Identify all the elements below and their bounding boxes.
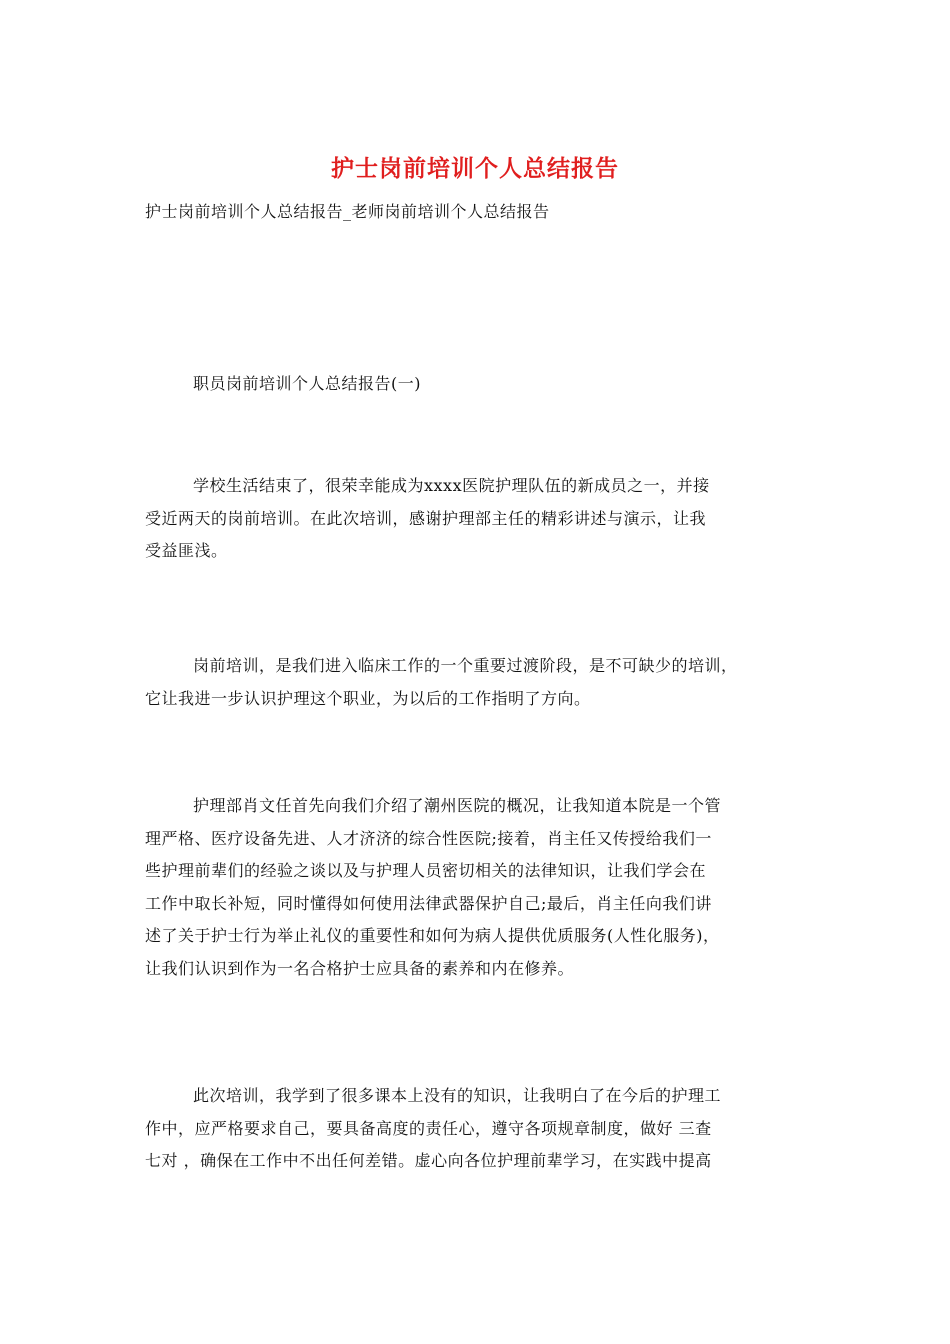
paragraph-line: 让我们认识到作为一名合格护士应具备的素养和内在修养。 [145,958,575,978]
paragraph-line: 它让我进一步认识护理这个职业，为以后的工作指明了方向。 [145,688,591,708]
document-subtitle: 护士岗前培训个人总结报告_老师岗前培训个人总结报告 [145,202,550,221]
paragraph-line: 岗前培训，是我们进入临床工作的一个重要过渡阶段，是不可缺少的培训， [193,656,738,675]
paragraph-line: 理严格、医疗设备先进、人才济济的综合性医院;接着，肖主任又传授给我们一 [145,828,712,848]
paragraph-line: 此次培训，我学到了很多课本上没有的知识，让我明白了在今后的护理工 [193,1086,722,1105]
paragraph-line: 七对 ，确保在工作中不出任何差错。虚心向各位护理前辈学习，在实践中提高 [145,1151,712,1170]
paragraph-2 [145,650,815,715]
paragraph-line: 些护理前辈们的经验之谈以及与护理人员密切相关的法律知识，让我们学会在 [145,861,707,880]
paragraph-line: 述了关于护士行为举止礼仪的重要性和如何为病人提供优质服务(人性化服务)， [145,926,720,945]
paragraph-line: 工作中取长补短，同时懂得如何使用法律武器保护自己;最后，肖主任向我们讲 [145,893,712,913]
paragraph-line: 受益匪浅。 [145,541,228,560]
section-heading: 职员岗前培训个人总结报告(一) [193,374,421,393]
paragraph-line: 作中，应严格要求自己，要具备高度的责任心，遵守各项规章制度，做好 三查 [145,1118,712,1138]
paragraph-line: 受近两天的岗前培训。在此次培训，感谢护理部主任的精彩讲述与演示，让我 [145,508,707,528]
paragraph-line: 护理部肖文任首先向我们介绍了潮州医院的概况，让我知道本院是一个管 [193,796,722,815]
paragraph-3 [145,790,815,985]
document-title: 护士岗前培训个人总结报告 [331,156,619,182]
paragraph-4 [145,1080,815,1178]
paragraph-1 [145,470,815,568]
paragraph-line: 学校生活结束了，很荣幸能成为xxxx医院护理队伍的新成员之一，并接 [193,476,710,495]
